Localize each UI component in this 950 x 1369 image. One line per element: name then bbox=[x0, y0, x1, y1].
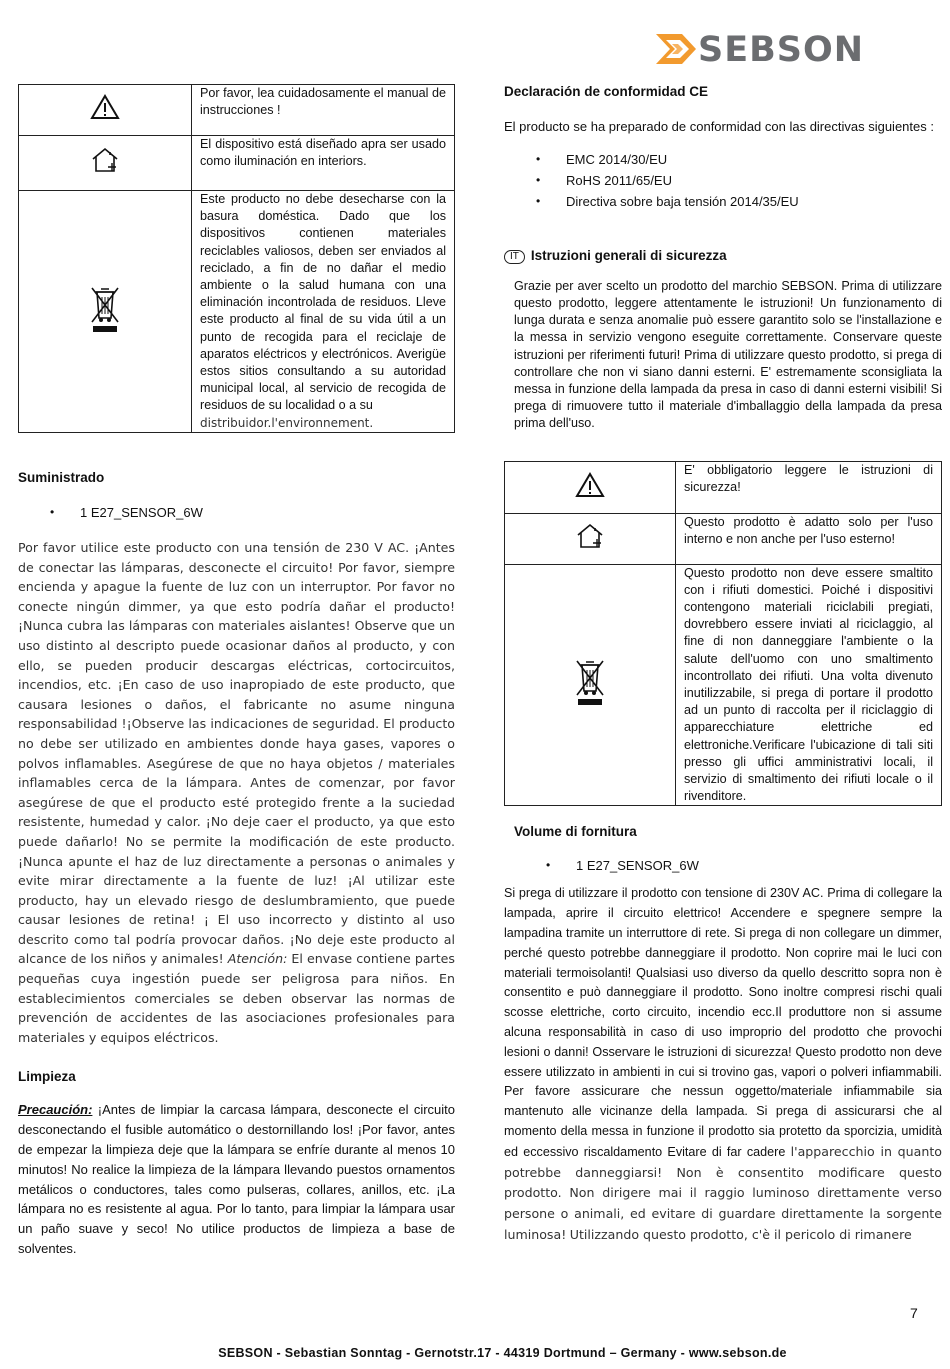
table-cell-text: El dispositivo está diseñado apra ser usado como iluminación en interiors. bbox=[192, 136, 455, 191]
supply-heading-it: Volume di fornitura bbox=[514, 824, 637, 840]
right-column bbox=[504, 84, 942, 1246]
safety-paragraph-it bbox=[504, 884, 942, 1245]
weee-text: Este producto no debe desecharse con la basura doméstica. Dado que los dispositivos contienen materiales reciclables valiosos, deben ser enviados al reciclado, a fin de no dañar el medio ambiente o la salud humana con una eliminación incontrolada de residuos. Lleve este producto al final de su vida útil a un punto de recogida para el reciclaje de aparatos eléctricos y electrónicos. Averigüe estos sitios consultando a su autoridad municipal local, al servicio de recogida de residuos de su localidad o a su bbox=[200, 192, 446, 413]
safety-paragraph-es bbox=[18, 538, 455, 1047]
ce-directive-list bbox=[504, 149, 942, 212]
table-cell-text: Questo prodotto è adatto solo per l'uso interno e non anche per l'uso esterno! bbox=[676, 513, 942, 564]
safety-text: Por favor utilice este producto con una tensión de 230 V AC. ¡Antes de conectar las lámparas, desconecte el circuito! Por favor, siempre encienda y apague la fuente de luz con un interruptor. Por favor no conecte ningún dimmer, ya que esto podría dañar el producto! ¡Nunca cubra las lámparas con materiales aislantes! Observe que un uso distinto al descripto puede ocasionar daños al producto, y con ello, se pueden producir descargas eléctricas, cortocircuitos, incendios, etc. ¡En caso de uso inapropiado de este producto, que causara lesiones o daños, el fabricante no asume ninguna responsabilidad !¡Observe las indicaciones de seguridad. El producto no debe ser utilizado en ambientes donde haya gases, vapores o polvos inflamables. Asegúrese de que no haya objetos / materiales inflamables cerca de la lámpara. Antes de comenzar, por favor asegúrese de que el producto esté protegido frente a la suciedad resistente, humedad y calor. ¡No deje caer el producto, ya que esto puede dañarlo! No se permite la modificación de este producto. ¡Nunca apunte el haz de luz directamente a personas o animales y evite mirar directamente a la fuente de luz! ¡Al utilizar este producto, hay un elevado riesgo de deslumbramiento, que puede causar lesiones de retina! ¡ El uso incorrecto y distinto al uso descrito como tal podría provocar daños. ¡No deje este producto al alcance de los niños y animales! bbox=[18, 540, 455, 967]
ce-heading: Declaración de conformidad CE bbox=[504, 84, 709, 99]
ce-text: El producto se ha preparado de conformidad con las directivas siguientes : bbox=[504, 119, 934, 134]
indoor-house-icon bbox=[90, 146, 120, 174]
attention-text: El envase contiene partes pequeñas cuya ingestión puede ser peligrosa para niños. En establecimientos comerciales se deben observar las normas de prevención de accidentes de las asociaciones profesionales para materiales y equipos eléctricos. bbox=[18, 951, 455, 1045]
symbols-table-es bbox=[18, 84, 455, 433]
page-number: 7 bbox=[910, 1305, 918, 1321]
cleaning-paragraph bbox=[18, 1100, 455, 1258]
safety-text-it-tail2: Utilizzando questo prodotto, c'è il pericolo di rimanere bbox=[569, 1227, 912, 1243]
table-cell-text: E' obbligatorio leggere le istruzioni di sicurezza! bbox=[676, 461, 942, 513]
weee-crossed-bin-icon bbox=[574, 657, 606, 707]
table-cell-icon bbox=[19, 85, 192, 136]
weee-crossed-bin-icon bbox=[89, 284, 121, 334]
it-intro: Grazie per aver scelto un prodotto del marchio SEBSON. Prima di utilizzare questo prodotto, leggere attentamente le istruzioni! Un funzionamento di lunga durata e senza anomalie può essere garantito solo se l'installazione e la messa in servizio vengono eseguite correttamente. Conservare queste istruzioni per riferimenti futuri! Prima di utilizzare questo prodotto, si prega di controllare che non vi siano danni esterni. E' estremamente sconsigliata la messa in funzione della lampada da presa in caso di danni esterni visibili! Si prega di rimuovere tutto il materiale d'imballaggio della lampada da presa prima dell'uso. bbox=[514, 278, 942, 431]
it-heading bbox=[504, 248, 942, 264]
cleaning-text: ¡Antes de limpiar la carcasa lámpara, desconecte el circuito desconectando el fusible automático o destornillando los! ¡Por favor, antes de empezar la limpieza deje que la lámpara se enfríe durante al menos 10 minutos! No realice la limpieza de la lámpara llevando puestos ornamentos metálicos o conductores, tales como pulseras, collares, anillos, etc. ¡La lámpara no es resistente al agua. Por lo tanto, para limpiar la lámpara usar un paño suave y seco! No utilice productos de limpieza a base de solventes. bbox=[18, 1102, 455, 1257]
it-language-badge: IT bbox=[504, 250, 525, 264]
table-cell-icon bbox=[505, 564, 676, 806]
sebson-chevron-icon bbox=[652, 30, 700, 68]
table-cell-text: Por favor, lea cuidadosamente el manual de instrucciones ! bbox=[192, 85, 455, 136]
list-item: • EMC 2014/30/EU bbox=[504, 149, 942, 170]
cleaning-heading: Limpieza bbox=[18, 1069, 76, 1085]
list-item: • RoHS 2011/65/EU bbox=[504, 170, 942, 191]
safety-text-it-tail: l'apparecchio in quanto potrebbe danneggiarsi! Non è consentito modificare questo prodotto. Non dirigere mai il raggio luminoso direttamente verso persone o animali, ed evitare di guardare direttamente la sorgente luminosa! bbox=[504, 1143, 942, 1243]
table-cell-icon bbox=[19, 191, 192, 433]
warning-triangle-icon bbox=[90, 94, 120, 120]
list-item: • 1 E27_SENSOR_6W bbox=[18, 502, 455, 523]
list-item: • 1 E27_SENSOR_6W bbox=[514, 855, 942, 876]
table-cell-text bbox=[192, 191, 455, 433]
it-heading-text: Istruzioni generali di sicurezza bbox=[530, 247, 727, 263]
supply-heading: Suministrado bbox=[18, 470, 105, 485]
caution-label: Precaución: bbox=[18, 1102, 93, 1118]
list-item: • Directiva sobre baja tensión 2014/35/EU bbox=[504, 191, 942, 212]
sebson-logo bbox=[652, 28, 872, 72]
brand-name: SEBSON bbox=[698, 30, 865, 70]
attention-label: Atención: bbox=[227, 951, 288, 967]
left-column bbox=[18, 84, 455, 1259]
table-cell-icon bbox=[505, 513, 676, 564]
table-cell-icon bbox=[19, 136, 192, 191]
table-cell-icon bbox=[505, 461, 676, 513]
footer-address: SEBSON - Sebastian Sonntag - Gernotstr.17 - 44319 Dortmund – Germany - www.sebson.de bbox=[218, 1346, 787, 1360]
weee-text-extra: distribuidor.l'environnement. bbox=[200, 415, 374, 430]
safety-text-it: Si prega di utilizzare il prodotto con tensione di 230V AC. Prima di collegare la lampada, aprire il circuito elettrico! Accendere e spegnere sempre la lampadina tramite un interruttore di rete. Si prega di non collegare un dimmer, perché questo potrebbe danneggiare il prodotto. Non coprire mai le luci con materiali termoisolanti! Qualsiasi uso diverso da quello descritto sopra non è consentito e può danneggiare il prodotto. Sono inoltre compresi rischi quali scosse elettriche, corto circuito, incendio ecc.Il produttore non si assume alcuna responsabilità in caso di uso improprio del prodotto che provochi lesioni o danni! Osservare le istruzioni di sicurezza! Questo prodotto non deve essere utilizzato in ambienti in cui si trovino gas, vapori o polveri infiammabili. Per favore assicurare che nessun oggetto/materiale infiammabile sia mantenuto alle vicinanze della lampada. Si prega di assicurarsi che al momento della messa in funzione il prodotto sia protetto da sporcizia, umidità ed eccessivo riscaldamento Evitare di far cadere bbox=[504, 886, 942, 1159]
warning-triangle-icon bbox=[575, 472, 605, 498]
table-cell-text: Questo prodotto non deve essere smaltito con i rifiuti domestici. Poiché i dispositivi contengono materiali riciclabili pregiati, dovrebbero essere inviati al riciclaggio, al fine di non danneggiare l'ambiente o la salute dell'uomo con uno smaltimento incontrollato dei rifiuti. Una volta divenuto inutilizzabile, si prega di portare il prodotto ad un punto di raccolta per il riciclaggio di apparecchiature elettriche ed elettroniche.Verificare l'ubicazione di tali siti presso gli uffici amministrativi locali, il servizio di smaltimento dei rifiuti locale o il rivenditore. bbox=[676, 564, 942, 806]
symbols-table-it bbox=[504, 461, 942, 807]
supply-list-it bbox=[504, 855, 942, 876]
indoor-house-icon bbox=[575, 522, 605, 550]
supply-list bbox=[18, 502, 455, 523]
